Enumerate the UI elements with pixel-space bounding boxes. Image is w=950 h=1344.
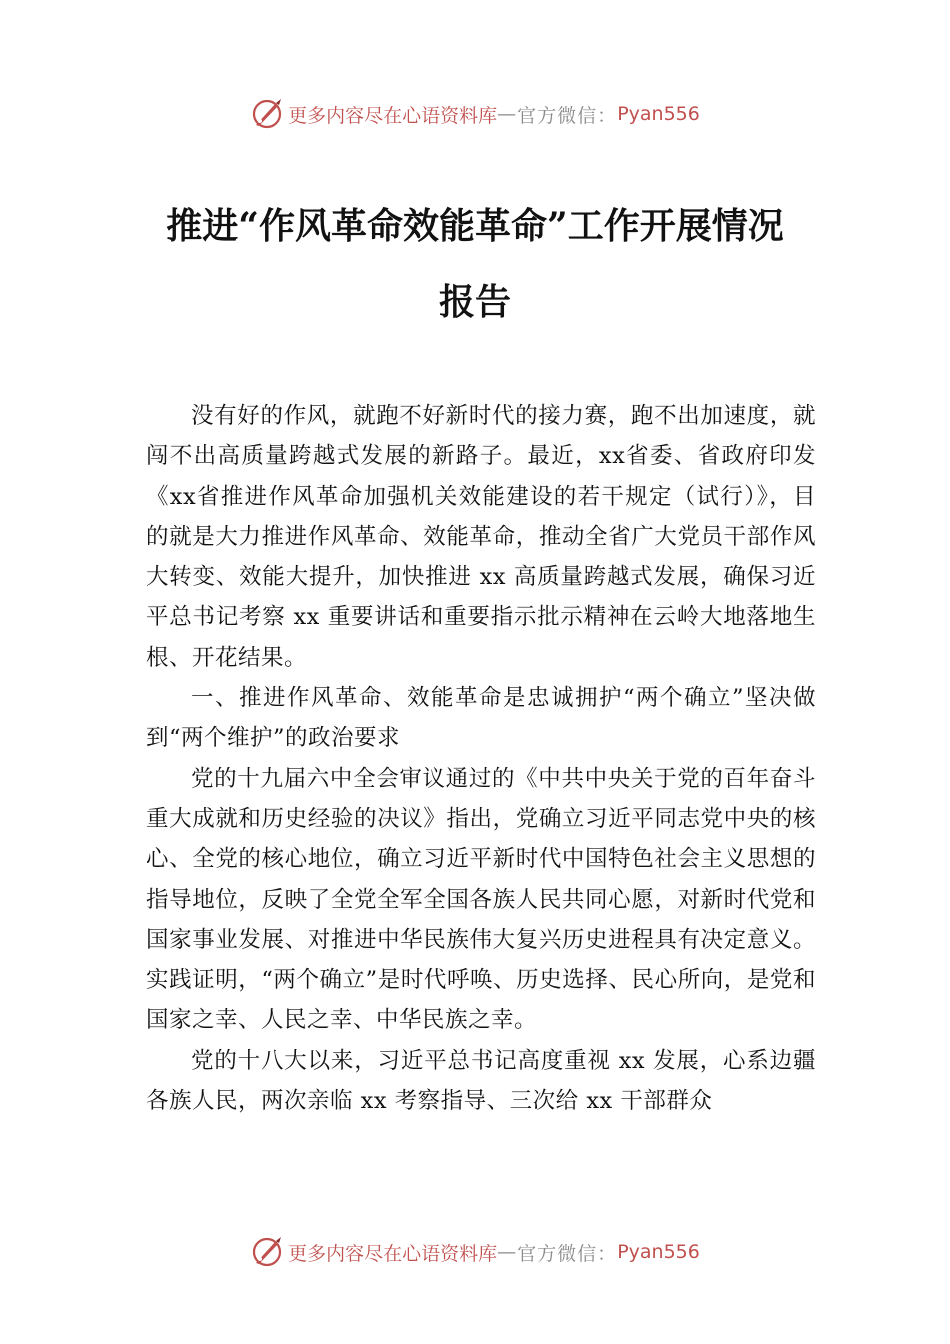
watermark-brand-text: 更多内容尽在心语资料库: [288, 1242, 498, 1265]
watermark-wechat-id: Pyan556: [617, 103, 700, 125]
header-watermark: [0, 94, 950, 134]
watermark-wechat-id: Pyan556: [617, 1241, 700, 1263]
section-heading-1: 一、推进作风革命、效能革命是忠诚拥护“两个确立”坚决做到“两个维护”的政治要求: [146, 685, 816, 752]
document-title-line-1: 推进“作风革命效能革命”工作开展情况: [166, 205, 784, 247]
footer-watermark: [0, 1232, 950, 1272]
watermark-brand-text: 更多内容尽在心语资料库: [288, 104, 498, 127]
pen-quill-logo-icon: [250, 97, 284, 131]
watermark-wechat-label: 官方微信：: [517, 104, 618, 127]
watermark-separator: —: [497, 1241, 518, 1263]
document-body: [146, 396, 816, 1121]
watermark-wechat-label: 官方微信：: [517, 1242, 618, 1265]
paragraph-intro: 没有好的作风，就跑不好新时代的接力赛，跑不出加速度，就闯不出高质量跨越式发展的新路子。最近，xx省委、省政府印发《xx省推进作风革命加强机关效能建设的若干规定（试行）》，目的就是大力推进作风革命、效能革命，推动全省广大党员干部作风大转变、效能大提升，加快推进 xx 高质量跨越式发展，确保习近平总书记考察 xx 重要讲话和重要指示批示精神在云岭大地落地生根、开花结果。: [146, 403, 816, 671]
paragraph-section-1-cont: 党的十八大以来，习近平总书记高度重视 xx 发展，心系边疆各族人民，两次亲临 xx 考察指导、三次给 xx 干部群众: [146, 1047, 816, 1115]
paragraph-section-1: 党的十九届六中全会审议通过的《中共中央关于党的百年奋斗重大成就和历史经验的决议》指出，党确立习近平同志党中央的核心、全党的核心地位，确立习近平新时代中国特色社会主义思想的指导地位，反映了全党全军全国各族人民共同心愿，对新时代党和国家事业发展、对推进中华民族伟大复兴历史进程具有决定意义。实践证明，“两个确立”是时代呼唤、历史选择、民心所向，是党和国家之幸、人民之幸、中华民族之幸。: [146, 765, 816, 1034]
document-title-line-2: 报告: [438, 281, 511, 323]
pen-quill-logo-icon: [250, 1235, 284, 1269]
watermark-separator: —: [497, 103, 518, 125]
